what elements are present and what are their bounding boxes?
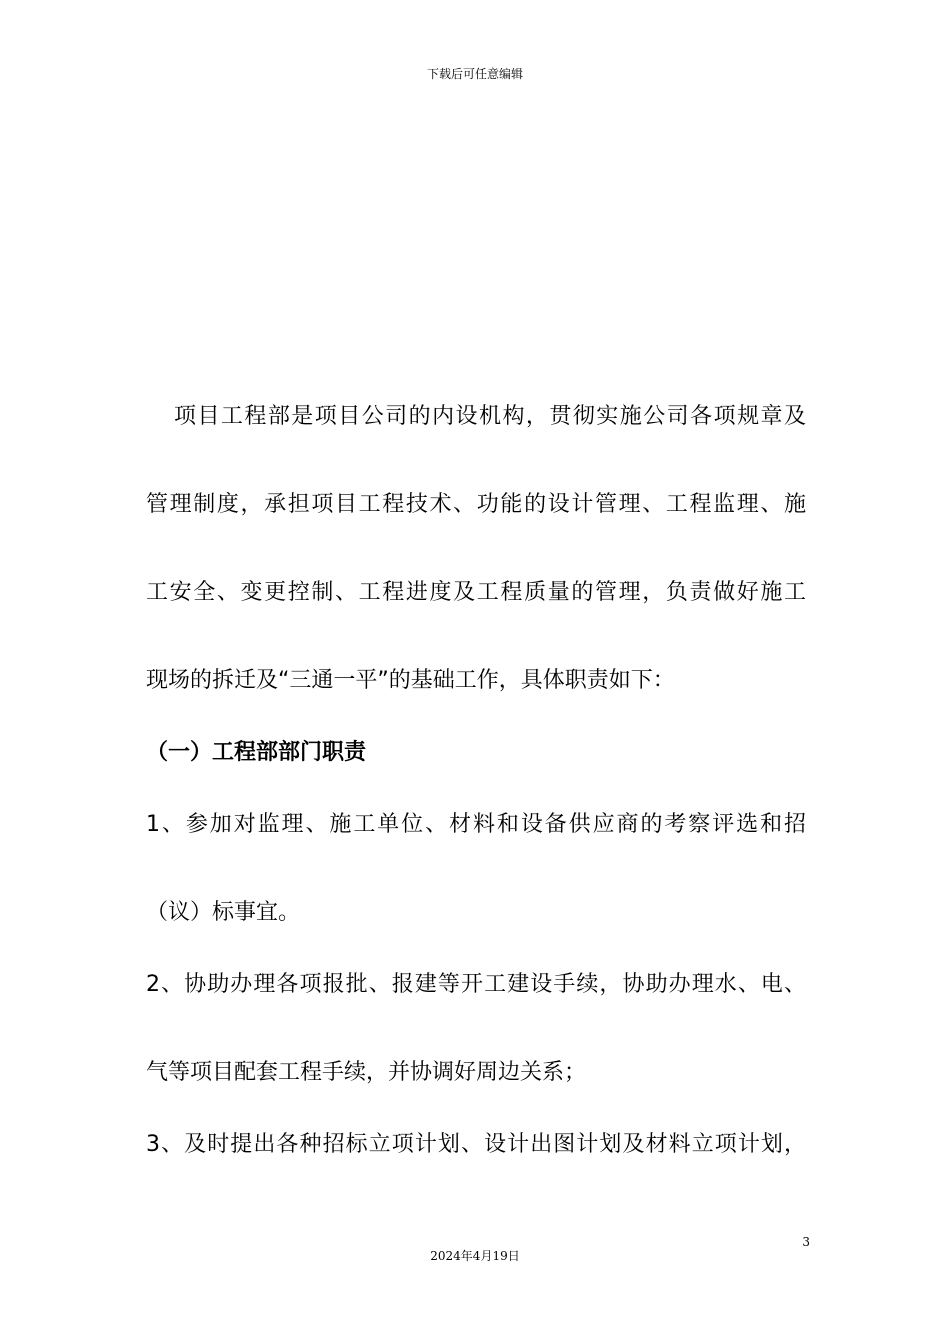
section-heading: （一）工程部部门职责 — [146, 740, 367, 765]
list-item-line: 气等项目配套工程手续，并协调好周边关系； — [146, 1060, 587, 1085]
list-item-line: 3、及时提出各种招标立项计划、设计出图计划及材料立项计划， — [146, 1132, 806, 1157]
paragraph-line: 工安全、变更控制、工程进度及工程质量的管理，负责做好施工 — [146, 580, 806, 605]
paragraph-line: 现场的拆迁及“三通一平”的基础工作，具体职责如下： — [146, 668, 675, 693]
paragraph-line: 管理制度，承担项目工程技术、功能的设计管理、工程监理、施 — [146, 492, 806, 517]
list-item-line: 1、参加对监理、施工单位、材料和设备供应商的考察评选和招 — [146, 812, 806, 837]
paragraph-line: 项目工程部是项目公司的内设机构，贯彻实施公司各项规章及 — [174, 404, 806, 429]
page-number: 3 — [802, 1235, 810, 1249]
list-item-line: （议）标事宜。 — [146, 900, 301, 925]
header-note: 下载后可任意编辑 — [426, 67, 523, 81]
list-item-line: 2、协助办理各项报批、报建等开工建设手续，协助办理水、电、 — [146, 972, 806, 997]
footer-date: 2024年4月19日 — [430, 1249, 520, 1263]
